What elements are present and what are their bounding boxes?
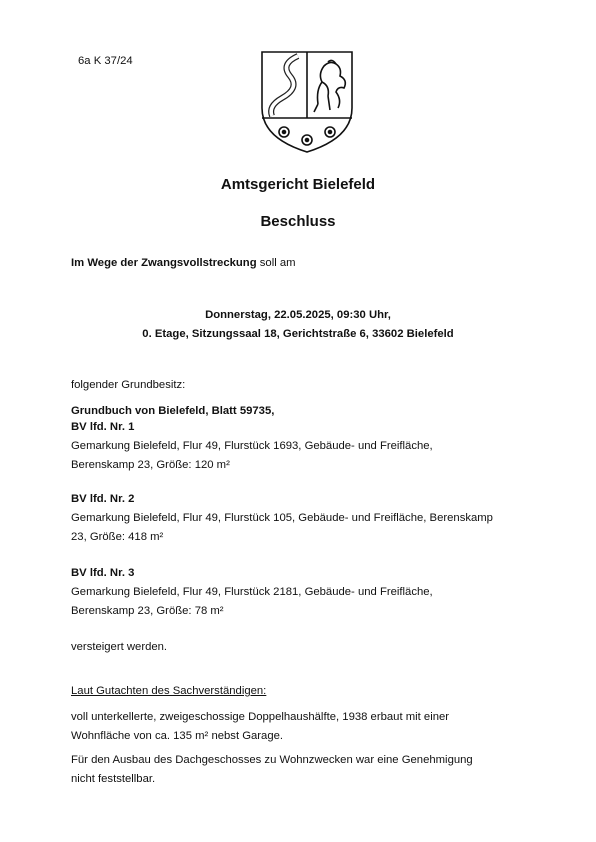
file-number: 6a K 37/24 [78,55,133,67]
intro-bold: Im Wege der Zwangsvollstreckung [71,257,257,269]
item-3-line2: Berenskamp 23, Größe: 78 m² [71,605,224,617]
hearing-location: 0. Etage, Sitzungssaal 18, Gerichtstraße 6, 33602 Bielefeld [142,328,454,340]
item-2-heading: BV lfd. Nr. 2 [71,493,135,505]
appraisal-heading: Laut Gutachten des Sachverständigen: [71,685,267,697]
item-3-heading: BV lfd. Nr. 3 [71,567,135,579]
item-1-line2: Berenskamp 23, Größe: 120 m² [71,459,230,471]
document-type: Beschluss [260,213,336,230]
item-1-line1: Gemarkung Bielefeld, Flur 49, Flurstück 1693, Gebäude- und Freifläche, [71,440,433,452]
coat-of-arms-logo [258,46,356,156]
appraisal-p1-line2: Wohnfläche von ca. 135 m² nebst Garage. [71,730,284,742]
court-name: Amtsgericht Bielefeld [220,176,376,193]
item-2-line1: Gemarkung Bielefeld, Flur 49, Flurstück 105, Gebäude- und Freifläche, Berenskamp [71,512,493,524]
land-register: Grundbuch von Bielefeld, Blatt 59735, [71,405,275,417]
item-1-heading: BV lfd. Nr. 1 [71,421,135,433]
appraisal-p2-line1: Für den Ausbau des Dachgeschosses zu Wohnzwecken war eine Genehmigung [71,754,473,766]
item-2-line2: 23, Größe: 418 m² [71,531,164,543]
hearing-datetime: Donnerstag, 22.05.2025, 09:30 Uhr, [205,309,391,321]
property-intro: folgender Grundbesitz: [71,379,186,391]
intro-rest: soll am [256,257,296,269]
appraisal-p1-line1: voll unterkellerte, zweigeschossige Doppelhaushälfte, 1938 erbaut mit einer [71,711,450,723]
appraisal-p2-line2: nicht feststellbar. [71,773,156,785]
intro-line [71,254,296,274]
item-3-line1: Gemarkung Bielefeld, Flur 49, Flurstück 2181, Gebäude- und Freifläche, [71,586,433,598]
auction-text: versteigert werden. [71,641,168,653]
